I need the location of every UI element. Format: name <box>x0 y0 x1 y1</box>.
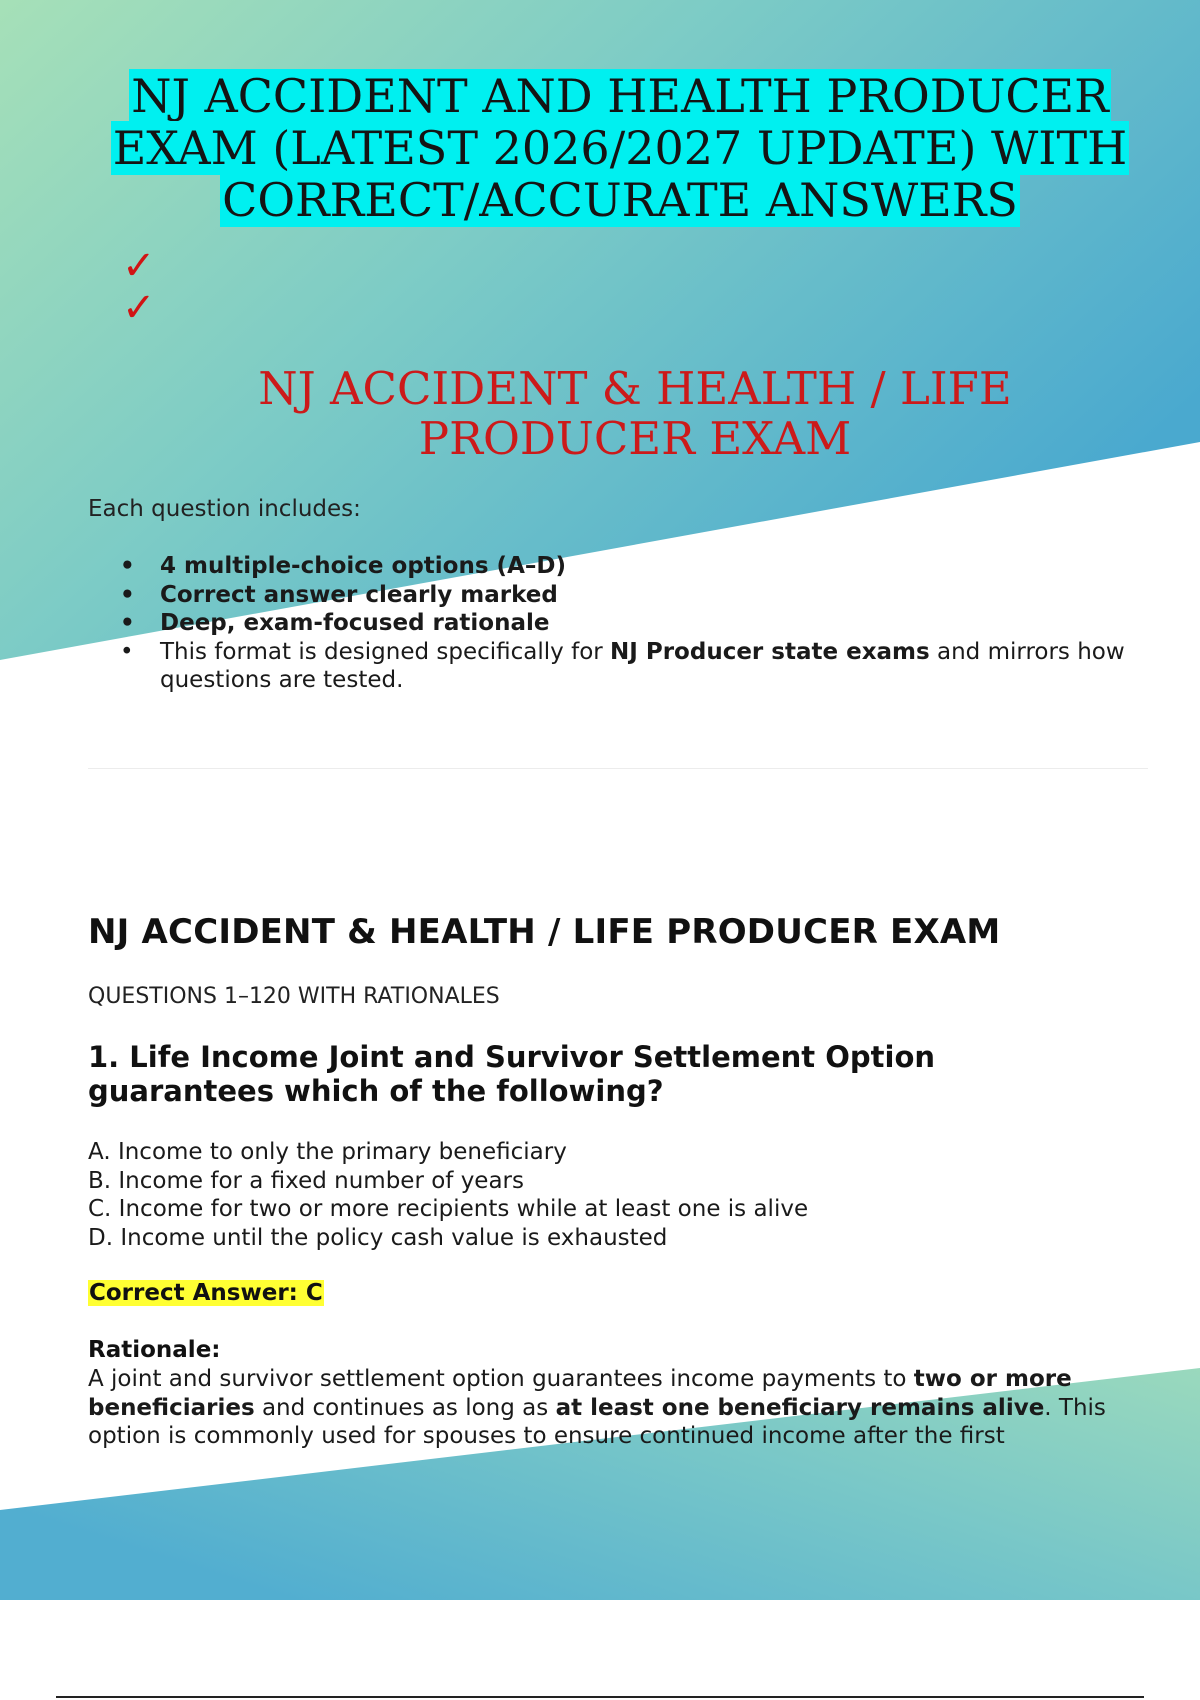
feature-list <box>120 552 1140 695</box>
document-title: NJ ACCIDENT AND HEALTH PRODUCER EXAM (LATEST 2026/2027 UPDATE) WITH CORRECT/ACCURATE ANSWERS <box>112 69 1128 227</box>
option-b: B. Income for a fixed number of years <box>88 1167 524 1194</box>
format-note-after: and mirrors how questions are tested. <box>160 638 1125 693</box>
list-item: • 4 multiple-choice options (A–D) <box>120 552 1140 581</box>
rationale-text: A joint and survivor settlement option guarantees income payments to two or more beneficiaries and continues as long as at least one beneficiary remains alive. This option is commonly used for spouses to ensure continued income after the first <box>88 1366 1106 1449</box>
section-title: NJ ACCIDENT & HEALTH / LIFE PRODUCER EXAM <box>88 912 1001 952</box>
section-subtitle: QUESTIONS 1–120 WITH RATIONALES <box>88 984 500 1009</box>
option-d: D. Income until the policy cash value is exhausted <box>88 1224 668 1251</box>
intro-text: Each question includes: <box>88 496 361 522</box>
format-note-before: This format is designed specifically for <box>160 638 611 665</box>
rationale-label: Rationale: <box>88 1337 221 1363</box>
check-icon: ✓ <box>122 285 156 331</box>
list-item <box>120 638 1140 695</box>
check-icon: ✓ <box>122 243 156 289</box>
footer-rule <box>56 1696 1144 1698</box>
correct-answer: Correct Answer: C <box>89 1280 323 1306</box>
option-a: A. Income to only the primary beneficiary <box>88 1139 567 1165</box>
option-c: C. Income for two or more recipients while at least one is alive <box>88 1196 809 1222</box>
checkmarks <box>122 243 182 331</box>
answer-options <box>88 1138 808 1252</box>
section-divider <box>88 768 1148 769</box>
list-item: • Deep, exam-focused rationale <box>120 609 1140 638</box>
list-item: • Correct answer clearly marked <box>120 581 1140 610</box>
document-subtitle: NJ ACCIDENT & HEALTH / LIFE PRODUCER EXAM <box>258 362 1012 465</box>
question-title: 1. Life Income Joint and Survivor Settlement Option guarantees which of the following? <box>88 1040 936 1108</box>
format-note-bold: NJ Producer state exams <box>610 638 930 665</box>
